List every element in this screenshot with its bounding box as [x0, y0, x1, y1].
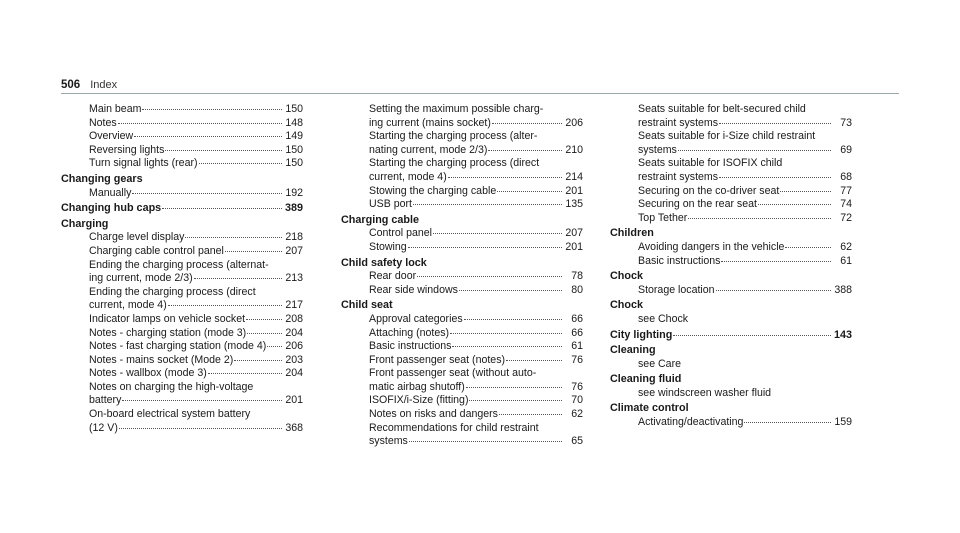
dot-leader [488, 142, 562, 151]
index-heading: Charging cable [341, 213, 419, 226]
index-heading: Child seat [341, 299, 393, 312]
page-reference[interactable]: 218 [285, 231, 303, 244]
dot-leader [199, 155, 282, 164]
index-subentry [610, 255, 852, 269]
subentry-text: Top Tether [638, 211, 688, 224]
dot-leader [506, 352, 562, 361]
index-subentry [610, 130, 852, 157]
dot-leader [225, 243, 282, 252]
index-heading-text: Changing hub caps [61, 202, 162, 215]
dot-leader [185, 229, 282, 238]
dot-leader [499, 406, 562, 415]
page-reference[interactable]: 61 [840, 254, 852, 267]
subentry-line [369, 435, 583, 449]
index-entry [610, 402, 852, 429]
subentry-line [369, 354, 583, 368]
page-reference[interactable]: 217 [285, 299, 303, 312]
page-reference[interactable]: 70 [571, 394, 583, 407]
subentry-line [89, 187, 303, 201]
dot-leader [721, 253, 831, 262]
subentry-line [89, 157, 303, 171]
subentry-text: systems [638, 143, 677, 156]
dot-leader [497, 183, 562, 192]
page-reference[interactable]: 78 [571, 270, 583, 283]
subentry-text: ISOFIX/i-Size (fitting) [369, 394, 469, 407]
index-entry [610, 344, 852, 371]
subentry-text: Notes [89, 116, 117, 129]
index-subentry [341, 241, 583, 255]
subentry-text: Stowing the charging cable [369, 184, 497, 197]
dot-leader [134, 128, 282, 137]
page-reference[interactable]: 207 [565, 227, 583, 240]
dot-leader [780, 183, 831, 192]
dot-leader [168, 297, 282, 306]
page-reference[interactable]: 135 [565, 198, 583, 211]
page-reference[interactable]: 73 [840, 116, 852, 129]
subentry-text: Notes - fast charging station (mode 4) [89, 340, 267, 353]
page-number: 506 [61, 79, 81, 91]
index-heading: Changing gears [61, 172, 143, 185]
subentry-text: Starting the charging process (alter- [369, 130, 538, 143]
dot-leader [758, 196, 831, 205]
subentry-text: Seats suitable for ISOFIX child [638, 157, 783, 170]
subentry-text: Notes - wallbox (mode 3) [89, 367, 207, 380]
index-entry [610, 299, 852, 326]
subentry-line [89, 272, 303, 286]
dot-leader [413, 196, 562, 205]
index-subentry [610, 358, 852, 372]
index-heading: Chock [610, 299, 643, 312]
dot-leader [142, 101, 282, 110]
page-reference[interactable]: 207 [285, 244, 303, 257]
dot-leader [452, 338, 562, 347]
subentry-text: ing current (mains socket) [369, 116, 491, 129]
subentry-text: Ending the charging process (direct [89, 285, 256, 298]
subentry-text: Ending the charging process (alternat- [89, 258, 269, 271]
subentry-text: Notes - mains socket (Mode 2) [89, 353, 234, 366]
subentry-text: Seats suitable for i-Size child restraint [638, 130, 816, 143]
dot-leader [450, 325, 562, 334]
subentry-text: Charge level display [89, 231, 185, 244]
subentry-line [89, 367, 303, 381]
subentry-text: Turn signal lights (rear) [89, 157, 198, 170]
page-reference[interactable]: 80 [571, 283, 583, 296]
subentry-line [369, 241, 583, 255]
index-entry [61, 173, 303, 200]
index-subentry [610, 212, 852, 226]
page-reference[interactable]: 66 [571, 326, 583, 339]
index-subentry [341, 367, 583, 394]
index-entry [341, 214, 583, 255]
page-reference[interactable]: 148 [285, 116, 303, 129]
subentry-text: Seats suitable for belt-secured child [638, 103, 806, 115]
subentry-line [89, 394, 303, 408]
page-reference[interactable]: 62 [571, 408, 583, 421]
subentry-text: systems [369, 435, 408, 448]
page-reference[interactable]: 72 [840, 211, 852, 224]
page-reference[interactable]: 213 [285, 272, 303, 285]
dot-leader [716, 282, 831, 291]
dot-leader [469, 392, 562, 401]
dot-leader [492, 115, 562, 124]
subentry-line [89, 422, 303, 436]
dot-leader [194, 270, 282, 279]
index-column-2 [341, 103, 583, 449]
subentry-text: see windscreen washer fluid [638, 386, 772, 399]
index-subentry [341, 354, 583, 368]
subentry-text: Rear door [369, 270, 417, 283]
index-heading: Climate control [610, 402, 689, 415]
dot-leader [165, 142, 282, 151]
index-subentry [341, 130, 583, 157]
subentry-text: Overview [89, 130, 134, 143]
index-heading-line [61, 202, 303, 216]
subentry-text: Reversing lights [89, 143, 165, 156]
subentry-text: matic airbag shutoff) [369, 380, 465, 393]
subentry-text: Starting the charging process (direct [369, 157, 540, 170]
page-reference[interactable]: 159 [834, 416, 852, 429]
page-reference[interactable]: 388 [834, 283, 852, 296]
index-heading-line [610, 329, 852, 343]
index-subentry [341, 422, 583, 449]
index-entry [341, 299, 583, 449]
index-subentry [610, 157, 852, 184]
subentry-text: Securing on the rear seat [638, 198, 757, 211]
index-column-3 [610, 103, 852, 430]
subentry-line [638, 255, 852, 269]
subentry-line [369, 117, 583, 131]
page-reference[interactable]: 201 [565, 240, 583, 253]
header-rule [61, 93, 899, 94]
page-reference[interactable]: 203 [285, 353, 303, 366]
dot-leader [433, 225, 562, 234]
page-reference[interactable]: 66 [571, 312, 583, 325]
subentry-text: Control panel [369, 227, 433, 240]
subentry-text: Indicator lamps on vehicle socket [89, 312, 246, 325]
page-reference[interactable]: 62 [840, 240, 852, 253]
index-column-1 [61, 103, 303, 435]
page-reference[interactable]: 61 [571, 340, 583, 353]
index-heading: Charging [61, 217, 109, 230]
page-reference[interactable]: 206 [565, 116, 583, 129]
index-entry [610, 270, 852, 297]
dot-leader [785, 239, 831, 248]
subentry-text: Recommendations for child restraint [369, 421, 539, 434]
dot-leader [409, 433, 562, 442]
subentry-line [638, 117, 852, 131]
subentry-line [369, 198, 583, 212]
dot-leader [267, 338, 282, 347]
dot-leader [744, 414, 831, 423]
subentry-text: Basic instructions [638, 254, 721, 267]
subentry-line [638, 284, 852, 298]
index-entry [610, 103, 852, 225]
page-reference[interactable]: 69 [840, 143, 852, 156]
index-heading: Cleaning [610, 344, 656, 357]
page-reference[interactable]: 65 [571, 435, 583, 448]
subentry-line [369, 284, 583, 298]
index-subentry [341, 157, 583, 184]
dot-leader [417, 268, 562, 277]
subentry-text: nating current, mode 2/3) [369, 143, 488, 156]
page-reference[interactable]: 210 [565, 143, 583, 156]
index-subentry [61, 286, 303, 313]
subentry-text: Notes on risks and dangers [369, 408, 498, 421]
index-subentry [341, 103, 583, 130]
subentry-text: Basic instructions [369, 340, 452, 353]
dot-leader [448, 169, 562, 178]
subentry-text: Front passenger seat (without auto- [369, 367, 537, 380]
subentry-text: Activating/deactivating [638, 416, 744, 429]
dot-leader [673, 327, 831, 336]
index-subentry [610, 313, 852, 327]
index-entry [610, 373, 852, 400]
subentry-text: Storage location [638, 283, 715, 296]
page-reference[interactable]: 74 [840, 198, 852, 211]
subentry-line [638, 416, 852, 430]
index-heading: Chock [610, 270, 643, 283]
index-heading: Child safety lock [341, 256, 427, 269]
dot-leader [459, 282, 562, 291]
index-subentry [610, 103, 852, 130]
index-subentry [61, 381, 303, 408]
index-subentry [610, 416, 852, 430]
subentry-line [369, 408, 583, 422]
index-subentry [341, 284, 583, 298]
index-entry [610, 227, 852, 268]
subentry-text: restraint systems [638, 116, 719, 129]
section-title: Index [90, 79, 118, 91]
subentry-text: current, mode 4) [89, 299, 167, 312]
page-reference[interactable]: 149 [285, 130, 303, 143]
subentry-text: current, mode 4) [369, 170, 447, 183]
page-reference[interactable]: 76 [571, 353, 583, 366]
dot-leader [464, 311, 562, 320]
page-reference[interactable]: 76 [571, 380, 583, 393]
page-reference[interactable]: 201 [285, 394, 303, 407]
dot-leader [247, 325, 282, 334]
dot-leader [122, 392, 282, 401]
index-entry [61, 103, 303, 171]
dot-leader [688, 210, 831, 219]
page-reference[interactable]: 204 [285, 367, 303, 380]
page-reference[interactable]: 68 [840, 170, 852, 183]
subentry-text: (12 V) [89, 421, 118, 434]
index-heading: Children [610, 227, 654, 240]
subentry-text: Attaching (notes) [369, 326, 450, 339]
index-subentry [610, 387, 852, 401]
subentry-line [89, 245, 303, 259]
page-reference[interactable]: 201 [565, 184, 583, 197]
page-reference[interactable]: 150 [285, 143, 303, 156]
dot-leader [466, 379, 562, 388]
dot-leader [119, 420, 282, 429]
index-entry [610, 329, 852, 343]
subentry-text: Front passenger seat (notes) [369, 353, 506, 366]
index-subentry [61, 157, 303, 171]
subentry-text: Approval categories [369, 312, 463, 325]
index-heading-text: City lighting [610, 328, 673, 341]
dot-leader [719, 169, 831, 178]
subentry-text: ing current, mode 2/3) [89, 272, 193, 285]
subentry-text: battery [89, 394, 122, 407]
index-subentry [61, 259, 303, 286]
subentry-text: Securing on the co-driver seat [638, 184, 780, 197]
page-reference[interactable]: 368 [285, 421, 303, 434]
dot-leader [208, 365, 282, 374]
subentry-line [638, 144, 852, 158]
subentry-text: Main beam [89, 103, 142, 115]
index-entry [61, 218, 303, 436]
page-reference[interactable]: 208 [285, 312, 303, 325]
index-entry [61, 202, 303, 216]
subentry-text: Charging cable control panel [89, 244, 224, 257]
page-reference[interactable]: 150 [285, 157, 303, 170]
index-heading: Cleaning fluid [610, 373, 682, 386]
page-reference[interactable]: 214 [565, 170, 583, 183]
dot-leader [246, 311, 282, 320]
subentry-text: Notes - charging station (mode 3) [89, 326, 247, 339]
page-reference[interactable]: 77 [840, 184, 852, 197]
page-reference[interactable]: 150 [285, 103, 303, 115]
subentry-text: restraint systems [638, 170, 719, 183]
subentry-text: Avoiding dangers in the vehicle [638, 240, 785, 253]
subentry-text: see Care [638, 357, 681, 370]
page-reference[interactable]: 206 [285, 340, 303, 353]
index-subentry [61, 367, 303, 381]
index-subentry [341, 198, 583, 212]
index-subentry [61, 187, 303, 201]
subentry-text: On-board electrical system battery [89, 408, 251, 421]
dot-leader [408, 239, 562, 248]
page-reference[interactable]: 143 [833, 328, 852, 341]
dot-leader [118, 115, 282, 124]
dot-leader [162, 200, 282, 209]
dot-leader [234, 352, 282, 361]
page-reference[interactable]: 204 [285, 326, 303, 339]
index-subentry [61, 408, 303, 435]
dot-leader [132, 185, 282, 194]
page-reference[interactable]: 389 [284, 202, 303, 215]
subentry-text: Stowing [369, 240, 407, 253]
subentry-line [638, 212, 852, 226]
index-entry [341, 103, 583, 212]
dot-leader [719, 115, 831, 124]
page-reference[interactable]: 192 [285, 186, 303, 199]
page-header [61, 79, 117, 93]
subentry-line [369, 144, 583, 158]
subentry-text: Notes on charging the high-voltage [89, 380, 254, 393]
index-subentry [610, 284, 852, 298]
index-entry [341, 257, 583, 298]
subentry-text: Setting the maximum possible charg- [369, 103, 544, 115]
index-subentry [341, 408, 583, 422]
index-subentry [61, 245, 303, 259]
subentry-text: see Chock [638, 312, 689, 325]
subentry-text: Manually [89, 186, 132, 199]
subentry-text: Rear side windows [369, 283, 458, 296]
dot-leader [678, 142, 831, 151]
subentry-text: USB port [369, 198, 412, 211]
